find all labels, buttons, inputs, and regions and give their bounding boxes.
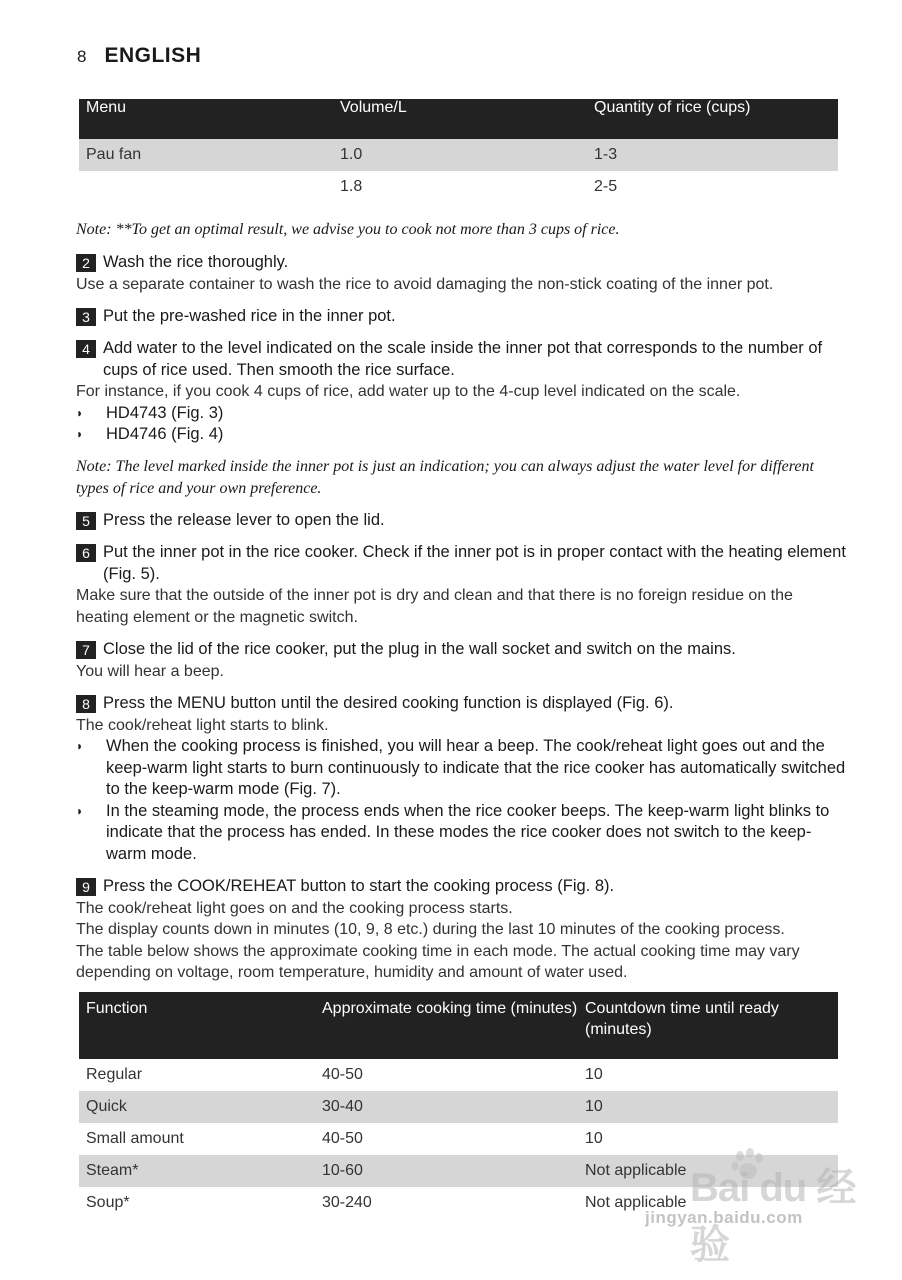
table-row — [79, 1091, 838, 1123]
step-text: Put the pre-washed rice in the inner pot. — [103, 307, 396, 325]
step-2 — [76, 252, 846, 295]
step-number: 2 — [76, 254, 96, 272]
bullet-icon: ◗ — [76, 427, 84, 441]
bullet-icon: ◗ — [76, 739, 84, 753]
table-cell: Not applicable — [578, 1155, 838, 1187]
table-cell: 1.8 — [340, 178, 363, 195]
watermark-logo: Bai du 经验 — [690, 1166, 856, 1267]
step-detail: For instance, if you cook 4 cups of rice, add water up to the 4-cup level indicated on the scale. — [76, 383, 741, 400]
table-cell: Soup* — [86, 1194, 130, 1211]
page-header — [77, 44, 201, 68]
step-number: 8 — [76, 695, 96, 713]
table-row — [79, 139, 838, 171]
step-number: 4 — [76, 340, 96, 358]
table-cell: 40-50 — [322, 1066, 363, 1083]
table-cell: 10 — [578, 1091, 838, 1123]
baidu-watermark — [645, 1146, 890, 1267]
step-number: 9 — [76, 878, 96, 896]
step-text: Add water to the level indicated on the scale inside the inner pot that corresponds to the number of cups of rice used. Then smooth the rice surface. — [103, 339, 823, 379]
step-detail: The cook/reheat light goes on and the cooking process starts. — [76, 899, 513, 917]
step-detail: The display counts down in minutes (10, 9, 8 etc.) during the last 10 minutes of the cooking process. — [76, 921, 785, 938]
step-detail: The table below shows the approximate cooking time in each mode. The actual cooking time may vary depending on voltage, room temperature, humidity and amount of water used. — [76, 942, 800, 981]
table-header-cell: Countdown time until ready (minutes) — [578, 992, 838, 1059]
step-detail: Use a separate container to wash the rice to avoid damaging the non-stick coating of the inner pot. — [76, 275, 774, 293]
table-header-cell: Approximate cooking time (minutes) — [315, 992, 578, 1059]
table-header-cell: Menu — [79, 99, 333, 139]
table-cell: Steam* — [79, 1155, 315, 1187]
table-cell: 1-3 — [587, 139, 838, 171]
step-9 — [76, 876, 846, 984]
step-text: Press the MENU button until the desired cooking function is displayed (Fig. 6). — [103, 694, 674, 712]
step-number: 6 — [76, 544, 96, 562]
step-text: Wash the rice thoroughly. — [103, 253, 289, 271]
table-row — [79, 171, 838, 203]
table-header-row — [79, 99, 838, 139]
step-text: Press the release lever to open the lid. — [103, 511, 385, 529]
list-item: ◗ HD4743 (Fig. 3) — [76, 403, 846, 425]
table-cell — [79, 171, 333, 203]
table-row — [79, 1059, 838, 1091]
table-cell: 10 — [585, 1066, 603, 1083]
page-number: 8 — [77, 47, 87, 66]
table-cell: Not applicable — [585, 1194, 687, 1211]
step-number: 7 — [76, 641, 96, 659]
step-text: Press the COOK/REHEAT button to start the cooking process (Fig. 8). — [103, 877, 615, 895]
bullet-icon: ◗ — [76, 405, 84, 420]
step-7 — [76, 639, 846, 682]
table-header-row — [79, 992, 838, 1059]
step-number: 5 — [76, 512, 96, 530]
step-detail: Make sure that the outside of the inner pot is dry and clean and that there is no foreign residue on the heating element or the magnetic switch. — [76, 587, 793, 626]
step-text: Close the lid of the rice cooker, put the plug in the wall socket and switch on the mains. — [103, 640, 736, 658]
step-text: Put the inner pot in the rice cooker. Check if the inner pot is in proper contact with the heating element (Fig. 5). — [103, 543, 846, 583]
step-3 — [76, 306, 846, 328]
step-6 — [76, 542, 846, 628]
table-cell: 10-60 — [315, 1155, 578, 1187]
list-item: ◗ In the steaming mode, the process ends when the rice cooker beeps. The keep-warm light blinks to indicate that the process has ended. In these modes the rice cooker does not switch to the keep-warm mode. — [76, 801, 846, 866]
table-header-cell: Function — [79, 992, 315, 1059]
step-8 — [76, 693, 846, 865]
step-4 — [76, 338, 846, 446]
bullet-icon: ◗ — [76, 803, 84, 818]
step-5 — [76, 510, 846, 532]
table-cell: Pau fan — [79, 139, 333, 171]
table-cell: 2-5 — [594, 178, 618, 195]
table-cell: 10 — [585, 1130, 603, 1147]
list-item: ◗ HD4746 (Fig. 4) — [76, 424, 846, 446]
step-detail: The cook/reheat light starts to blink. — [76, 716, 329, 734]
rice-quantity-table — [79, 99, 838, 203]
step-detail: You will hear a beep. — [76, 662, 224, 680]
table-cell: 30-240 — [322, 1194, 372, 1211]
table-cell: Quick — [79, 1091, 315, 1123]
watermark-url: jingyan.baidu.com — [645, 1208, 803, 1227]
table-cell: 40-50 — [322, 1130, 363, 1147]
table-header-cell: Quantity of rice (cups) — [587, 99, 838, 139]
list-item: ◗ When the cooking process is finished, you will hear a beep. The cook/reheat light goes out and the keep-warm light starts to burn continuously to indicate that the rice cooker has automatically switched to the keep-warm mode (Fig. 7). — [76, 736, 846, 801]
language-heading: ENGLISH — [104, 44, 202, 67]
table-header-cell: Volume/L — [333, 99, 587, 139]
table-cell: Small amount — [86, 1130, 184, 1147]
note-optimal-result: Note: **To get an optimal result, we advise you to cook not more than 3 cups of rice. — [76, 221, 620, 238]
note-water-level: Note: The level marked inside the inner pot is just an indication; you can always adjust the water level for different types of rice and your own preference. — [76, 458, 814, 497]
table-cell: 30-40 — [315, 1091, 578, 1123]
table-cell: Regular — [86, 1066, 143, 1083]
table-cell: 1.0 — [333, 139, 587, 171]
step-number: 3 — [76, 308, 96, 326]
